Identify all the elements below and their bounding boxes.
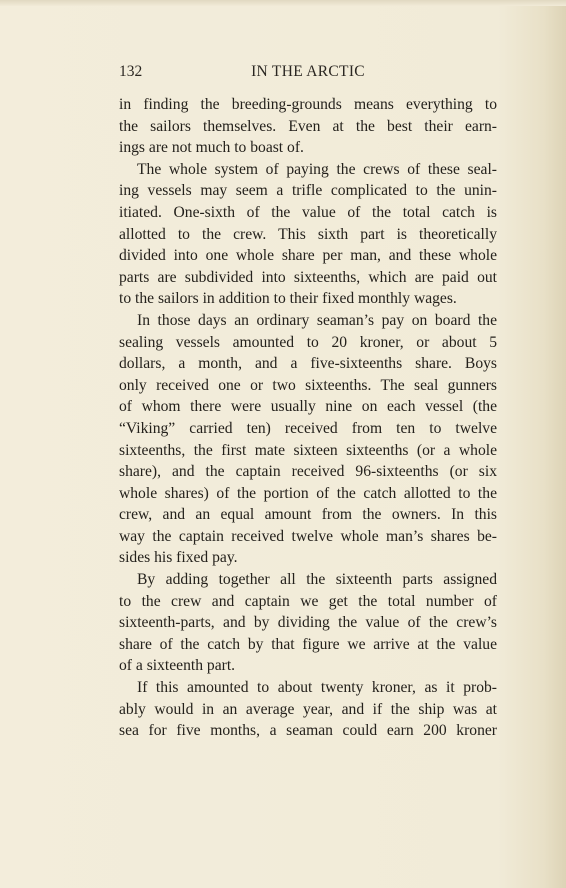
running-head [119,63,497,83]
text-line: share), and the captain received 96-sixteenths (or six [119,463,497,481]
text-line: ably would in an average year, and if the ship was at [119,700,497,718]
text-line: sides his fixed pay. [119,549,238,567]
text-line: sixteenths, the first mate sixteen sixteenths (or a whole [119,441,497,459]
text-line: sixteenth-parts, and by dividing the value of the crew’s [119,614,497,632]
text-line: ing vessels may seem a trifle complicated to the unin- [119,182,497,200]
text-line: whole shares) of the portion of the catch allotted to the [119,484,497,502]
text-line: of whom there were usually nine on each vessel (the [119,398,497,416]
text-line: parts are subdivided into sixteenths, which are paid out [119,268,497,286]
text-line: to the sailors in addition to their fixed monthly wages. [119,290,457,308]
text-line: share of the catch by that figure we arrive at the value [119,635,497,653]
text-line: to the crew and captain we get the total number of [119,592,497,610]
text-line: the sailors themselves. Even at the best their earn- [119,117,497,135]
text-line: dollars, a month, and a five-sixteenths share. Boys [119,355,497,373]
text-line: ings are not much to boast of. [119,139,304,157]
text-line: crew, and an equal amount from the owners. In this [119,506,497,524]
running-title: IN THE ARCTIC [251,63,365,80]
text-line: allotted to the crew. This sixth part is theoretically [119,225,497,243]
body-text [119,94,497,742]
text-line: sealing vessels amounted to 20 kroner, or about 5 [119,333,497,351]
text-line: way the captain received twelve whole man’s shares be- [119,527,497,545]
text-line: of a sixteenth part. [119,657,236,675]
text-line: The whole system of paying the crews of these seal- [137,160,497,178]
text-line: divided into one whole share per man, and these whole [119,247,497,265]
text-line: By adding together all the sixteenth parts assigned [137,571,497,589]
text-line: “Viking” carried ten) received from ten to twelve [119,419,497,437]
text-line: only received one or two sixteenths. The seal gunners [119,376,497,394]
page-number: 132 [119,63,143,80]
text-line: in finding the breeding-grounds means everything to [119,96,497,113]
page-top-edge [0,0,566,6]
text-line: itiated. One-sixth of the value of the total catch is [119,203,497,221]
text-line: sea for five months, a seaman could earn 200 kroner [119,722,497,740]
text-line: If this amounted to about twenty kroner, as it prob- [137,679,497,697]
text-line: In those days an ordinary seaman’s pay on board the [137,311,497,329]
